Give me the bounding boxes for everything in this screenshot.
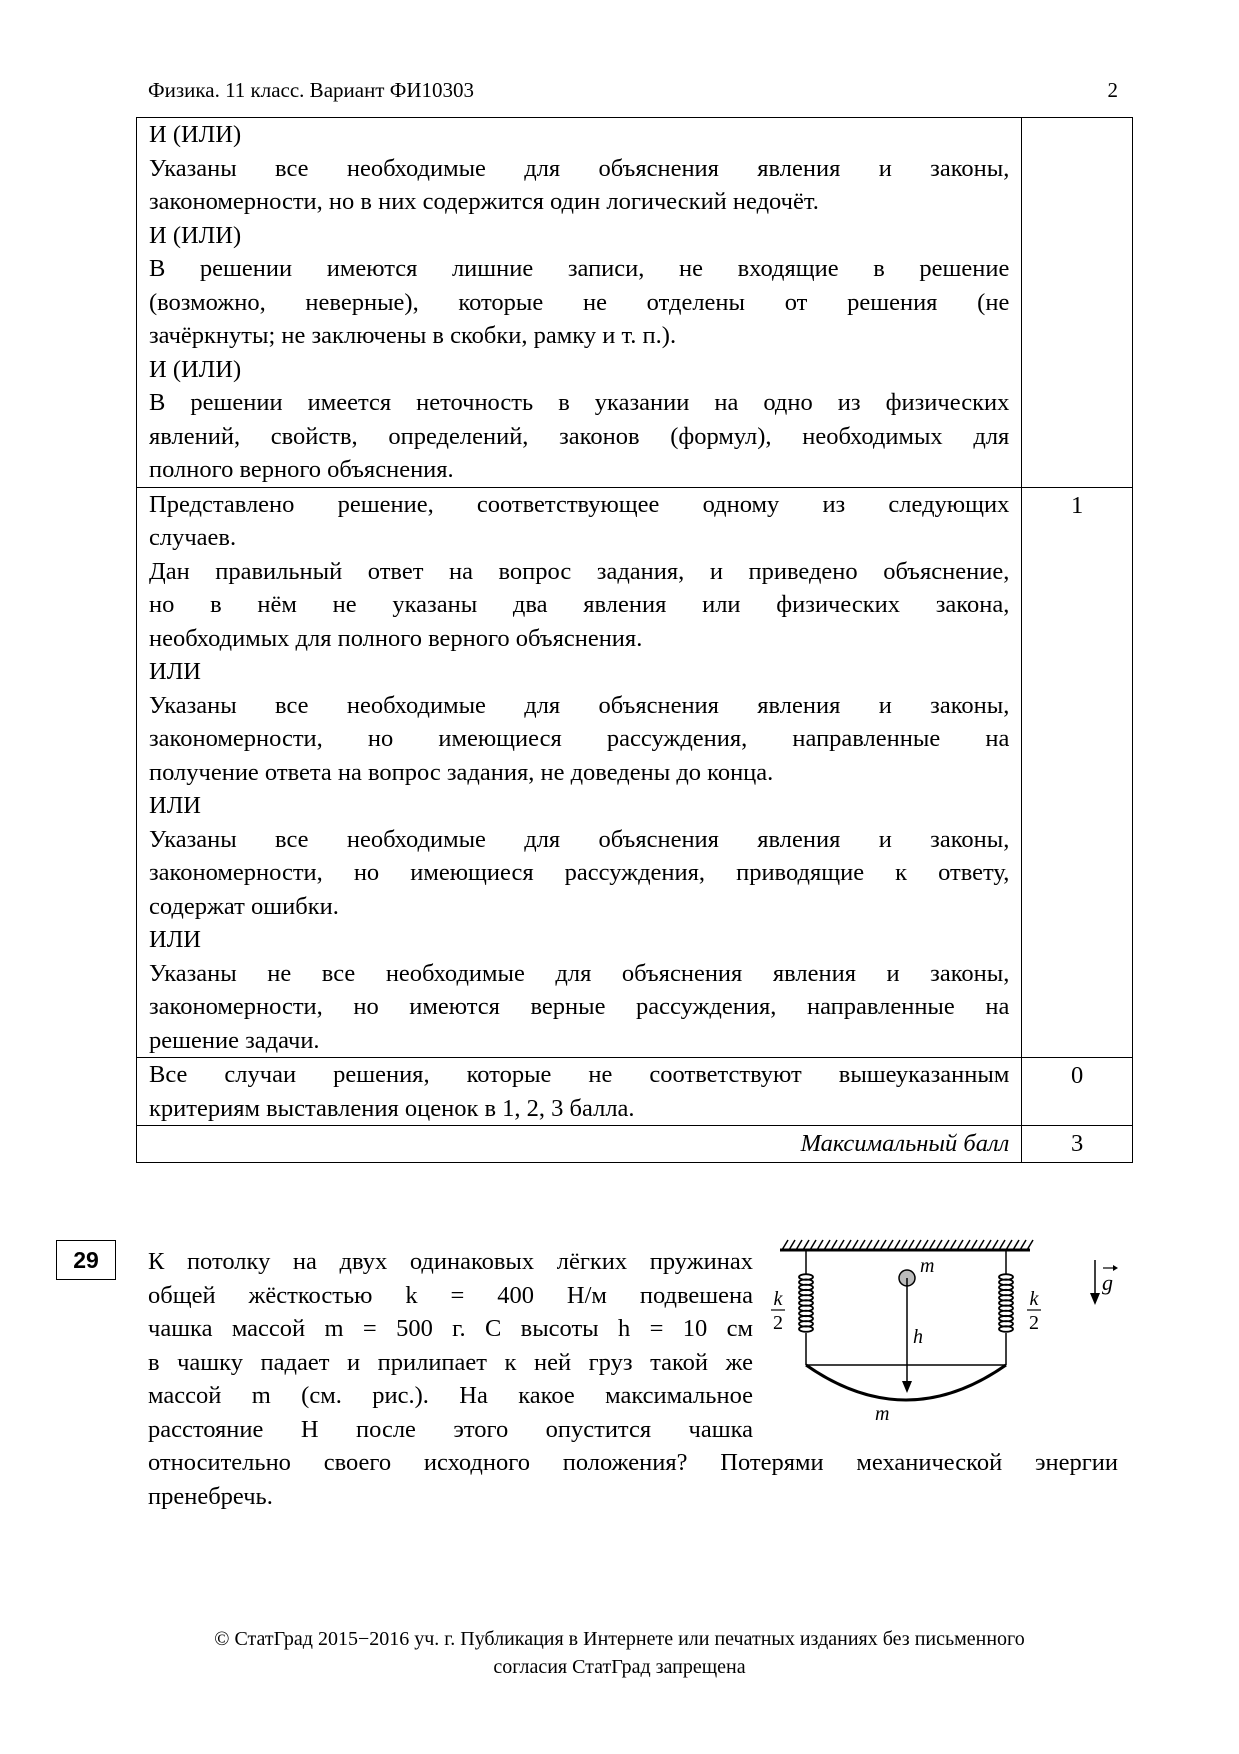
mass-label-top: m xyxy=(920,1255,935,1277)
footer xyxy=(0,1625,1239,1681)
problem-line: в чашку падает и прилипает к ней груз такой же xyxy=(148,1348,753,1376)
problem-line: пренебречь. xyxy=(148,1482,273,1510)
problem-line: относительно своего исходного положения? Потерями механической энергии xyxy=(148,1449,1118,1476)
criteria-line: (возможно, неверные), которые не отделены от решения (не xyxy=(149,288,1010,316)
criteria-description xyxy=(137,1058,1022,1126)
criteria-row xyxy=(137,118,1133,488)
criteria-line: Указаны все необходимые для объяснения явления и законы, xyxy=(149,825,1010,853)
criteria-line: явлений, свойств, определений, законов (формул), необходимых для xyxy=(149,422,1010,450)
problem-line: массой m (см. рис.). На какое максимальное xyxy=(148,1382,753,1409)
criteria-description xyxy=(137,118,1022,488)
criteria-line: необходимых для полного верного объяснения. xyxy=(149,624,643,652)
problem-line: общей жёсткостью k = 400 Н/м подвешена xyxy=(148,1281,753,1309)
footer-line-1: © СтатГрад 2015−2016 уч. г. Публикация в Интернете или печатных изданиях без письменного xyxy=(214,1628,1025,1650)
criteria-line: В решении имеются лишние записи, не входящие в решение xyxy=(149,255,1010,282)
k-right-den: 2 xyxy=(1029,1312,1039,1334)
criteria-score: 1 xyxy=(1022,487,1133,1058)
spring-cup-figure xyxy=(770,1235,1130,1435)
footer-line-2: согласия СтатГрад запрещена xyxy=(493,1656,746,1678)
criteria-line: Все случаи решения, которые не соответствуют вышеуказанным xyxy=(149,1061,1010,1088)
criteria-line: ИЛИ xyxy=(149,658,202,685)
mass-label-bottom: m xyxy=(875,1403,890,1425)
criteria-line: критериям выставления оценок в 1, 2, 3 балла. xyxy=(149,1094,635,1122)
criteria-line: Указаны не все необходимые для объяснения явления и законы, xyxy=(149,959,1010,987)
max-score-value: 3 xyxy=(1022,1126,1133,1163)
criteria-line: получение ответа на вопрос задания, не доведены до конца. xyxy=(149,758,774,786)
page-header xyxy=(148,78,1118,103)
right-spring xyxy=(999,1274,1013,1332)
problem-line: К потолку на двух одинаковых лёгких пружинах xyxy=(148,1248,753,1275)
criteria-table-body xyxy=(137,118,1133,1163)
criteria-line: ИЛИ xyxy=(149,926,202,953)
k-left-den: 2 xyxy=(773,1312,783,1334)
criteria-line: Указаны все необходимые для объяснения явления и законы, xyxy=(149,154,1010,182)
problem-line: чашка массой m = 500 г. С высоты h = 10 см xyxy=(148,1315,753,1342)
criteria-line: закономерности, но имеются верные рассуждения, направленные на xyxy=(149,993,1010,1020)
page-number: 2 xyxy=(1107,78,1118,102)
max-score-row xyxy=(137,1126,1133,1163)
criteria-line: И (ИЛИ) xyxy=(149,221,242,249)
problem-line: расстояние H после этого опустится чашка xyxy=(148,1415,753,1443)
criteria-row xyxy=(137,487,1133,1058)
criteria-score: 0 xyxy=(1022,1058,1133,1126)
criteria-line: Дан правильный ответ на вопрос задания, и приведено объяснение, xyxy=(149,557,1010,585)
max-score-label: Максимальный балл xyxy=(137,1126,1022,1163)
left-spring xyxy=(799,1274,813,1332)
problem-number: 29 xyxy=(56,1240,116,1280)
criteria-line: Представлено решение, соответствующее одному из следующих xyxy=(149,490,1010,518)
criteria-line: но в нём не указаны два явления или физических закона, xyxy=(149,591,1010,618)
problem-text-wide xyxy=(148,1446,1118,1513)
header-title: Физика. 11 класс. Вариант ФИ10303 xyxy=(148,78,474,102)
height-arrowhead xyxy=(902,1381,912,1393)
k-right-num: k xyxy=(1029,1288,1039,1310)
criteria-line: И (ИЛИ) xyxy=(149,121,242,148)
criteria-line: ИЛИ xyxy=(149,792,202,819)
gravity-label: g xyxy=(1102,1270,1113,1295)
k-left-num: k xyxy=(773,1288,783,1310)
criteria-description xyxy=(137,487,1022,1058)
criteria-score xyxy=(1022,118,1133,488)
criteria-line: закономерности, но имеющиеся рассуждения, направленные на xyxy=(149,725,1010,752)
criteria-line: содержат ошибки. xyxy=(149,892,339,920)
criteria-row xyxy=(137,1058,1133,1126)
criteria-line: В решении имеется неточность в указании на одно из физических xyxy=(149,389,1010,416)
height-label: h xyxy=(913,1326,923,1348)
criteria-line: полного верного объяснения. xyxy=(149,456,454,483)
criteria-line: случаев. xyxy=(149,524,237,551)
criteria-line: И (ИЛИ) xyxy=(149,355,242,383)
criteria-table xyxy=(136,117,1133,1163)
criteria-line: Указаны все необходимые для объяснения явления и законы, xyxy=(149,691,1010,719)
criteria-line: решение задачи. xyxy=(149,1026,320,1054)
criteria-line: зачёркнуты; не заключены в скобки, рамку и т. п.). xyxy=(149,322,677,349)
criteria-line: закономерности, но в них содержится один логический недочёт. xyxy=(149,188,819,215)
criteria-line: закономерности, но имеющиеся рассуждения, приводящие к ответу, xyxy=(149,859,1010,886)
